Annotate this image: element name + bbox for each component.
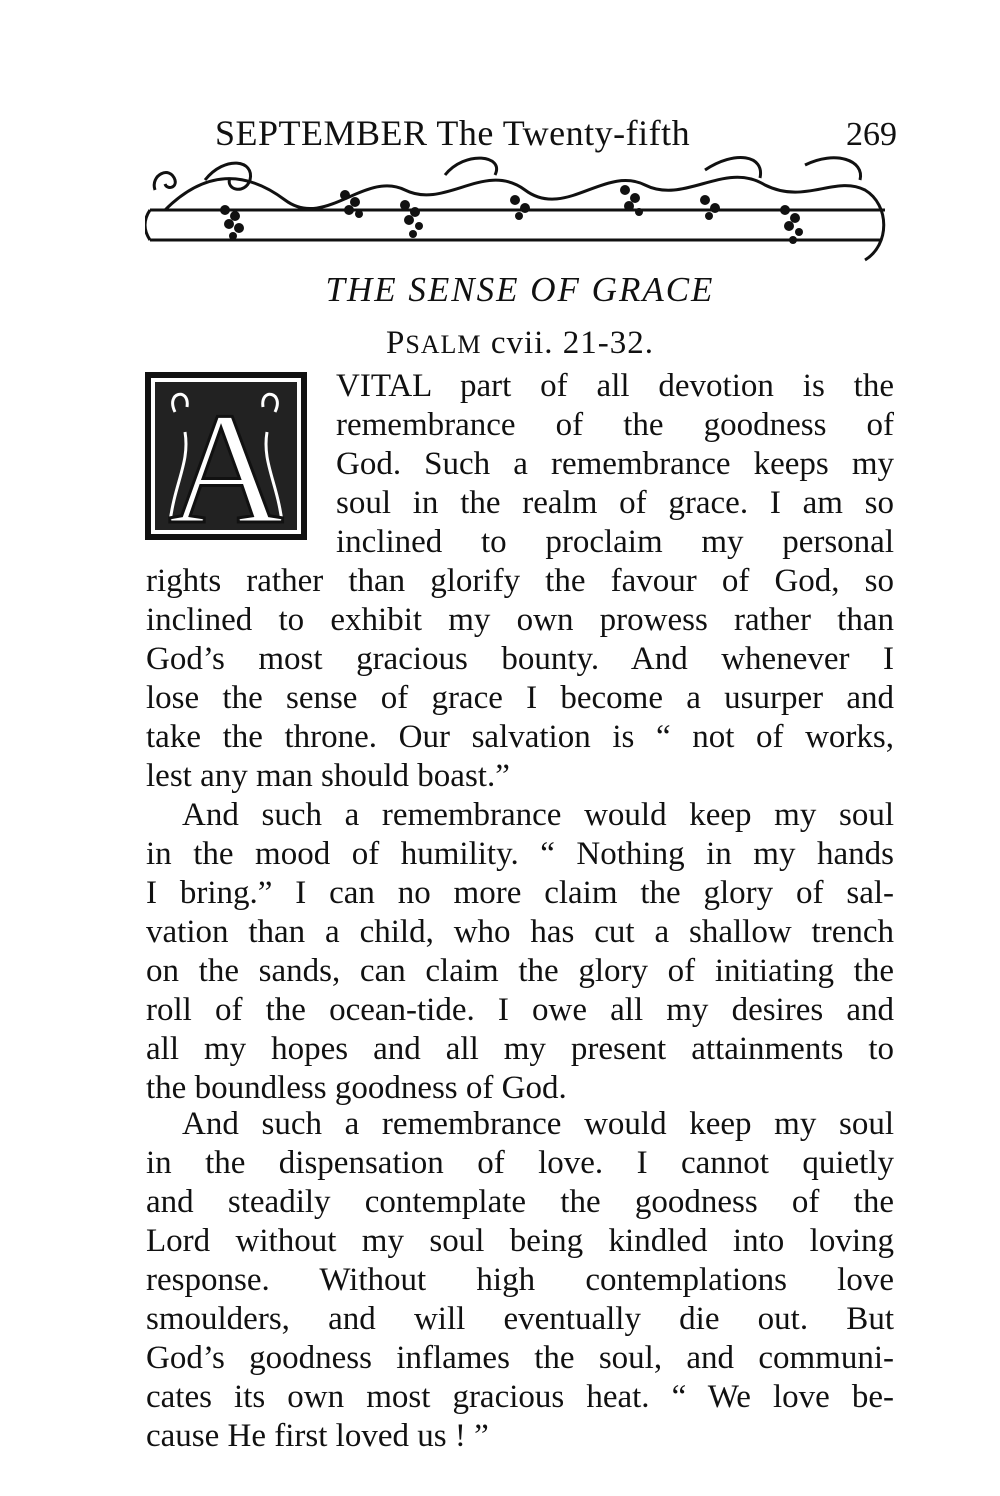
- text-line: rights rather than glorify the favour of God, so: [146, 563, 894, 599]
- text-line: I bring.” I can no more claim the glory of sal-: [146, 875, 894, 911]
- text-line: soul in the realm of grace. I am so: [336, 485, 894, 521]
- text-line: cates its own most gracious heat. “ We love be-: [146, 1379, 894, 1415]
- page-number: 269: [846, 116, 897, 153]
- text-line: inclined to proclaim my personal: [336, 524, 894, 560]
- text-line: And such a remembrance would keep my soul: [182, 797, 894, 833]
- text-line: Lord without my soul being kindled into loving: [146, 1223, 894, 1259]
- text-line: vation than a child, who has cut a shallow trench: [146, 914, 894, 950]
- running-title: SEPTEMBER The Twenty-fifth: [215, 113, 691, 153]
- text-line: and steadily contemplate the goodness of the: [146, 1184, 894, 1220]
- drop-cap-letter-a-icon: [145, 372, 307, 540]
- ref-initial: P: [385, 325, 406, 361]
- drop-cap-glyph: A: [168, 379, 284, 540]
- vine-ornament-icon: [145, 150, 897, 270]
- scripture-reference: [20, 325, 1000, 362]
- text-line: lest any man should boast.”: [146, 758, 510, 794]
- text-line: response. Without high contemplations love: [146, 1262, 894, 1298]
- text-line: lose the sense of grace I become a usurper and: [146, 680, 894, 716]
- text-line: in the dispensation of love. I cannot quietly: [146, 1145, 894, 1181]
- text-line: in the mood of humility. “ Nothing in my hands: [146, 836, 894, 872]
- text-line: take the throne. Our salvation is “ not of works,: [146, 719, 894, 755]
- text-line: cause He first loved us ! ”: [146, 1418, 489, 1454]
- ref-rest: cvii. 21-32.: [481, 325, 655, 361]
- text-line: the boundless goodness of God.: [146, 1070, 567, 1106]
- text-line: all my hopes and all my present attainments to: [146, 1031, 894, 1067]
- section-title: THE SENSE OF GRACE: [325, 270, 715, 309]
- text-line: God’s most gracious bounty. And whenever I: [146, 641, 894, 677]
- text-line: VITAL part of all devotion is the: [336, 368, 894, 404]
- text-line: on the sands, can claim the glory of initiating the: [146, 953, 894, 989]
- ref-smallcaps: SALM: [405, 330, 482, 359]
- text-line: remembrance of the goodness of: [336, 407, 894, 443]
- text-line: inclined to exhibit my own prowess rather than: [146, 602, 894, 638]
- text-line: smoulders, and will eventually die out. But: [146, 1301, 894, 1337]
- text-line: roll of the ocean-tide. I owe all my desires and: [146, 992, 894, 1028]
- text-line: God. Such a remembrance keeps my: [336, 446, 894, 482]
- text-line: And such a remembrance would keep my soul: [182, 1106, 894, 1142]
- text-line: God’s goodness inflames the soul, and communi-: [146, 1340, 894, 1376]
